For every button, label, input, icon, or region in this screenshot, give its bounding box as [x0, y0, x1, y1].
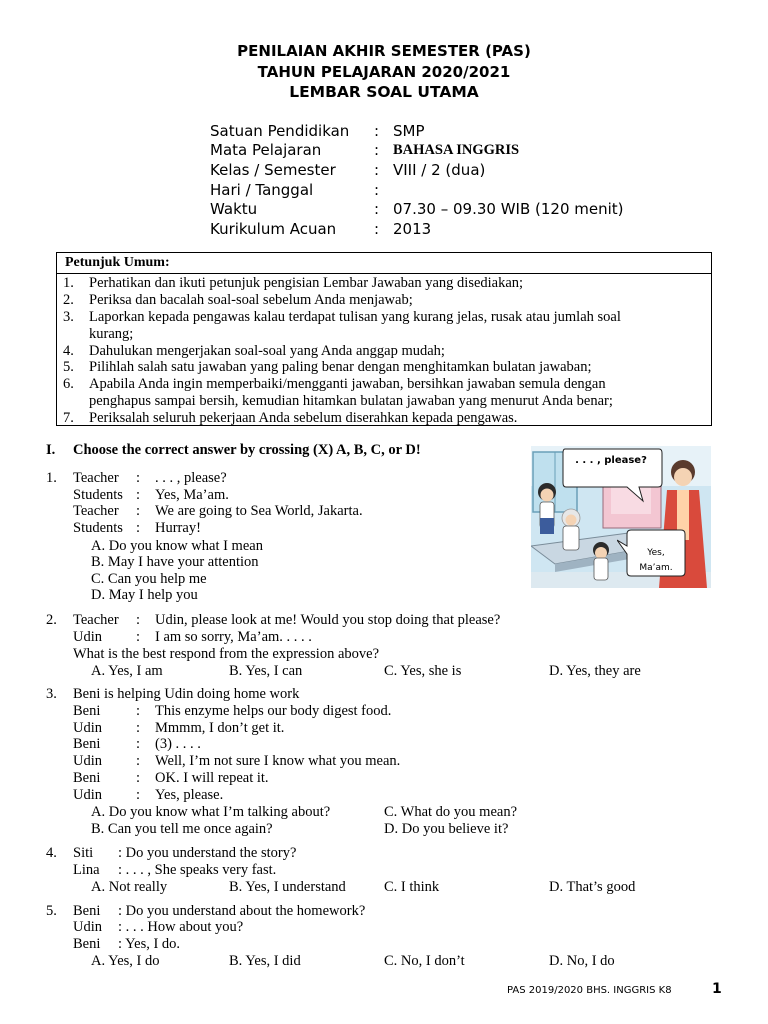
- dialog-text: : . . . How about you?: [118, 919, 244, 935]
- dialog-speaker: Udin: [73, 787, 102, 803]
- dialog-text: We are going to Sea World, Jakarta.: [155, 503, 363, 519]
- question-number: 5.: [46, 903, 57, 919]
- option-b[interactable]: B. Yes, I can: [229, 663, 303, 679]
- dialog-sep: :: [136, 503, 141, 519]
- dialog-text: Udin, please look at me! Would you stop doing that please?: [155, 612, 501, 628]
- list-item-number: 4.: [63, 343, 74, 359]
- header-line-2: TAHUN PELAJARAN 2020/2021: [257, 63, 511, 81]
- option-b[interactable]: B. May I have your attention: [91, 554, 259, 570]
- info-sep: :: [374, 161, 380, 179]
- dialog-speaker: Teacher: [73, 470, 119, 486]
- option-b[interactable]: B. Yes, I understand: [229, 879, 346, 895]
- info-sep: :: [374, 122, 380, 140]
- dialog-sep: :: [136, 520, 141, 536]
- option-c[interactable]: C. I think: [384, 879, 440, 895]
- info-sep: :: [374, 141, 380, 159]
- dialog-text: Well, I’m not sure I know what you mean.: [155, 753, 401, 769]
- section-title: Choose the correct answer by crossing (X) A, B, C, or D!: [73, 442, 421, 458]
- list-item: Periksalah seluruh pekerjaan Anda sebelum diserahkan kepada pengawas.: [89, 410, 518, 426]
- speech-bubble-teacher: [561, 447, 663, 497]
- dialog-text: (3) . . . .: [155, 736, 201, 752]
- dialog-text: . . . , please?: [155, 470, 227, 486]
- dialog-text: : . . . , She speaks very fast.: [118, 862, 277, 878]
- dialog-sep: :: [136, 753, 141, 769]
- instructions-header: [57, 253, 711, 274]
- option-a[interactable]: A. Not really: [91, 879, 168, 895]
- option-a[interactable]: A. Yes, I am: [91, 663, 163, 679]
- info-value: VIII / 2 (dua): [393, 161, 486, 179]
- dialog-sep: :: [136, 487, 141, 503]
- option-c[interactable]: C. Yes, she is: [384, 663, 462, 679]
- dialog-sep: :: [136, 470, 141, 486]
- info-key: Satuan Pendidikan: [210, 122, 350, 140]
- option-d[interactable]: D. Yes, they are: [549, 663, 641, 679]
- info-value: SMP: [393, 122, 425, 140]
- dialog-speaker: Lina: [73, 862, 100, 878]
- dialog-speaker: Udin: [73, 720, 102, 736]
- question-number: 1.: [46, 470, 57, 486]
- option-a[interactable]: A. Do you know what I mean: [91, 538, 263, 554]
- list-item-number: 5.: [63, 359, 74, 375]
- info-key: Hari / Tanggal: [210, 181, 314, 199]
- dialog-speaker: Beni: [73, 770, 101, 786]
- header-line-1: PENILAIAN AKHIR SEMESTER (PAS): [237, 42, 531, 60]
- dialog-text: : Do you understand about the homework?: [118, 903, 366, 919]
- dialog-sep: :: [136, 770, 141, 786]
- option-d[interactable]: D. May I help you: [91, 587, 198, 603]
- info-sep: :: [374, 200, 380, 218]
- bubble-text: Ma’am.: [639, 563, 673, 573]
- list-item-number: 3.: [63, 309, 74, 325]
- dialog-speaker: Udin: [73, 919, 102, 935]
- dialog-text: : Yes, I do.: [118, 936, 181, 952]
- option-d[interactable]: D. That’s good: [549, 879, 636, 895]
- question-number: 2.: [46, 612, 57, 628]
- option-b[interactable]: B. Yes, I did: [229, 953, 301, 969]
- info-value: 07.30 – 09.30 WIB (120 menit): [393, 200, 624, 218]
- dialog-text: : Do you understand the story?: [118, 845, 297, 861]
- dialog-speaker: Teacher: [73, 503, 119, 519]
- info-value: BAHASA INGGRIS: [393, 142, 520, 158]
- info-key: Mata Pelajaran: [210, 141, 322, 159]
- bubble-text: Yes,: [647, 548, 665, 558]
- option-a[interactable]: A. Yes, I do: [91, 953, 160, 969]
- list-item: Periksa dan bacalah soal-soal sebelum Anda menjawab;: [89, 292, 413, 308]
- dialog-text: Mmmm, I don’t get it.: [155, 720, 285, 736]
- dialog-sep: :: [136, 736, 141, 752]
- page-number: 1: [712, 981, 722, 997]
- info-sep: :: [374, 181, 380, 199]
- list-item-number: 6.: [63, 376, 74, 392]
- dialog-text: This enzyme helps our body digest food.: [155, 703, 392, 719]
- dialog-speaker: Beni: [73, 936, 101, 952]
- question-text: What is the best respond from the expression above?: [73, 646, 380, 662]
- option-a[interactable]: A. Do you know what I’m talking about?: [91, 804, 331, 820]
- dialog-sep: :: [136, 629, 141, 645]
- dialog-sep: :: [136, 703, 141, 719]
- question-intro: Beni is helping Udin doing home work: [73, 686, 300, 702]
- option-c[interactable]: C. What do you mean?: [384, 804, 518, 820]
- option-c[interactable]: C. No, I don’t: [384, 953, 465, 969]
- dialog-speaker: Students: [73, 487, 123, 503]
- dialog-speaker: Udin: [73, 753, 102, 769]
- dialog-sep: :: [136, 787, 141, 803]
- dialog-speaker: Siti: [73, 845, 94, 861]
- option-c[interactable]: C. Can you help me: [91, 571, 207, 587]
- info-value: 2013: [393, 220, 432, 238]
- dialog-text: I am so sorry, Ma’am. . . . .: [155, 629, 312, 645]
- bubble-text: . . . , please?: [575, 455, 647, 466]
- dialog-text: OK. I will repeat it.: [155, 770, 269, 786]
- list-item: Laporkan kepada pengawas kalau terdapat tulisan yang kurang jelas, rusak atau jumlah soal: [89, 309, 621, 325]
- question-number: 3.: [46, 686, 57, 702]
- page-title: LEMBAR SOAL UTAMA: [289, 83, 479, 101]
- option-d[interactable]: D. Do you believe it?: [384, 821, 509, 837]
- list-item-continuation: kurang;: [89, 326, 134, 342]
- option-b[interactable]: B. Can you tell me once again?: [91, 821, 273, 837]
- dialog-sep: :: [136, 720, 141, 736]
- list-item-number: 1.: [63, 275, 74, 291]
- instructions-title: Petunjuk Umum:: [65, 255, 170, 270]
- list-item-continuation: penghapus sampai bersih, kemudian hitamkan bulatan jawaban yang menurut Anda benar;: [89, 393, 613, 409]
- dialog-text: Hurray!: [155, 520, 201, 536]
- info-key: Kelas / Semester: [210, 161, 336, 179]
- dialog-sep: :: [136, 612, 141, 628]
- option-d[interactable]: D. No, I do: [549, 953, 615, 969]
- list-item: Dahulukan mengerjakan soal-soal yang Anda anggap mudah;: [89, 343, 445, 359]
- list-item-number: 2.: [63, 292, 74, 308]
- question-number: 4.: [46, 845, 57, 861]
- dialog-speaker: Students: [73, 520, 123, 536]
- list-item: Apabila Anda ingin memperbaiki/mengganti jawaban, bersihkan jawaban semula dengan: [89, 376, 606, 392]
- dialog-text: Yes, Ma’am.: [155, 487, 229, 503]
- info-key: Waktu: [210, 200, 258, 218]
- info-key: Kurikulum Acuan: [210, 220, 337, 238]
- dialog-speaker: Teacher: [73, 612, 119, 628]
- list-item: Perhatikan dan ikuti petunjuk pengisian Lembar Jawaban yang disediakan;: [89, 275, 524, 291]
- footer-text: PAS 2019/2020 BHS. INGGRIS K8: [507, 985, 672, 996]
- speech-bubble-students: [617, 528, 687, 578]
- list-item-number: 7.: [63, 410, 74, 426]
- dialog-text: Yes, please.: [155, 787, 224, 803]
- info-sep: :: [374, 220, 380, 238]
- dialog-speaker: Beni: [73, 703, 101, 719]
- list-item: Pilihlah salah satu jawaban yang paling benar dengan menghitamkan bulatan jawaban;: [89, 359, 592, 375]
- dialog-speaker: Beni: [73, 903, 101, 919]
- dialog-speaker: Udin: [73, 629, 102, 645]
- dialog-speaker: Beni: [73, 736, 101, 752]
- section-number: I.: [46, 442, 56, 458]
